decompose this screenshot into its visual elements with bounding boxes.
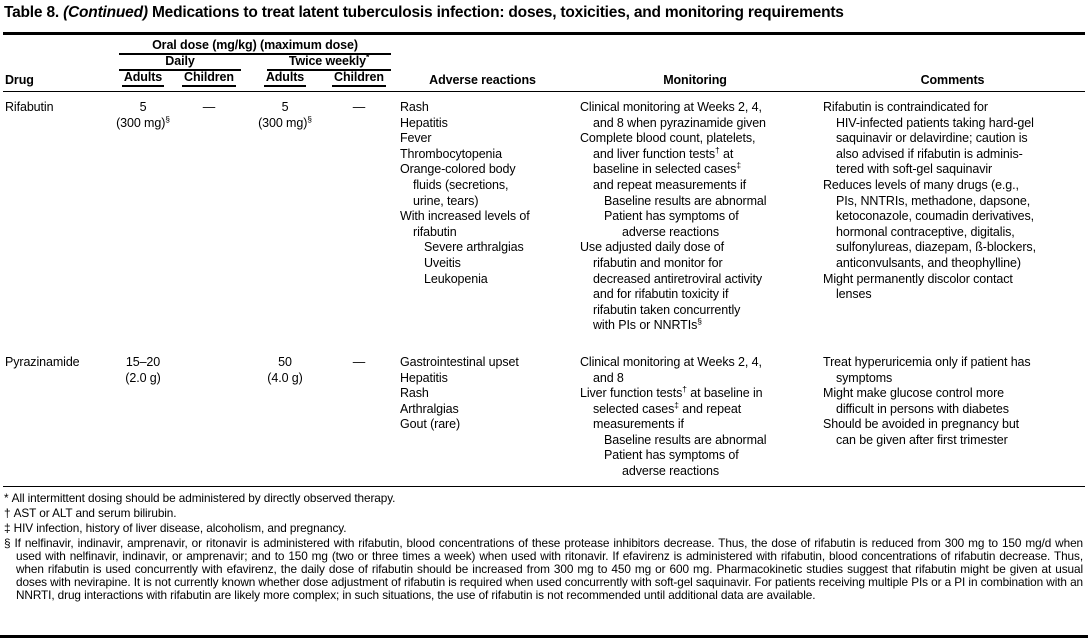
footnote-marker: ‡: [4, 520, 11, 535]
cell-adverse-reactions: [395, 355, 570, 480]
text-line: Might permanently discolor contact: [823, 271, 1013, 286]
text-line: and repeat measurements if: [593, 177, 747, 192]
dose-value-line: 15–20: [125, 354, 161, 369]
text-line: Rash: [400, 386, 429, 401]
column-header-monitoring: Monitoring: [663, 72, 727, 87]
footnote: [4, 492, 1083, 505]
text-line: and liver function tests† at: [593, 144, 734, 161]
text-line: Clinical monitoring at Weeks 2, 4,: [580, 354, 762, 369]
text-line: Should be avoided in pregnancy but: [823, 417, 1020, 432]
footnote-text: HIV infection, history of liver disease, alcoholism, and pregnancy.: [10, 520, 347, 535]
text-line: urine, tears): [413, 193, 479, 208]
text-line: tered with soft-gel saquinavir: [836, 162, 993, 177]
footnote-marker: †: [4, 505, 11, 520]
text-line: anticonvulsants, and theophylline): [836, 255, 1021, 270]
header-children-label: Children: [332, 70, 386, 87]
header-adults-label: Adults: [264, 70, 306, 87]
dose-value-line: —: [352, 100, 366, 114]
column-header-daily-adults: [115, 70, 171, 87]
table-header: [3, 35, 1085, 91]
footnote: [4, 522, 1083, 535]
dose-value-line: 5: [281, 100, 289, 114]
cell-twice-weekly-adults-dose: [247, 100, 323, 334]
footnotes: [3, 487, 1085, 602]
text-line: Might make glucose control more: [823, 386, 1005, 401]
cell-monitoring: [570, 355, 820, 480]
text-line: Fever: [400, 131, 432, 146]
cell-drug-name: Rifabutin: [5, 100, 54, 114]
cell-twice-weekly-adults-dose: [247, 355, 323, 480]
dose-value-line: (2.0 g): [125, 370, 161, 385]
cell-adverse-reactions: [395, 100, 570, 334]
footnote-text: If nelfinavir, indinavir, amprenavir, or ritonavir is administered with rifabutin, blood concentrations of these protease inhibitors decrease. Thus, the dose of rifabutin is reduced from 300 mg to 150 mg/d when used with nelfinavir, indinavir, or amprenavir; and to 150 mg (two or three times a week) when used with ritonavir. If efavirenz is administered with rifabutin, blood concentrations of rifabutin decrease. Thus, when rifabutin is used concurrently with efavirenz, the daily dose of rifabutin should be increased from 300 mg to 450 mg or 600 mg. Pharmacokinetic studies suggest that rifabutin might be given at usual doses with nevirapine. It is not currently known whether dose adjustment of rifabutin is required when used concurrently with soft-gel saquinavir. For patients receiving multiple PIs or a PI in combination with an NNRTI, drug interactions with rifabutin are likely more complex; in such situations, the use of rifabutin is not recommended until additional data are available.: [10, 535, 1083, 602]
dose-value-line: 50: [278, 354, 292, 369]
text-line: measurements if: [593, 417, 684, 432]
text-line: difficult in persons with diabetes: [836, 401, 1009, 416]
text-line: sulfonylureas, diazepam, ß-blockers,: [836, 240, 1036, 255]
table-continued-label: (Continued): [63, 4, 148, 21]
text-line: and 8 when pyrazinamide given: [593, 115, 766, 130]
text-line: Clinical monitoring at Weeks 2, 4,: [580, 100, 762, 114]
cell-twice-weekly-children-dose: [323, 355, 395, 480]
text-line: also advised if rifabutin is adminis-: [836, 146, 1023, 161]
table-body: [3, 92, 1085, 486]
text-line: and for rifabutin toxicity if: [593, 287, 729, 302]
text-line: selected cases‡ and repeat: [593, 399, 742, 416]
text-line: symptoms: [836, 370, 893, 385]
text-line: baseline in selected cases‡: [593, 160, 741, 177]
text-line: adverse reactions: [622, 224, 719, 239]
text-line: adverse reactions: [622, 464, 719, 479]
text-line: decreased antiretroviral activity: [593, 271, 762, 286]
text-line: ketoconazole, coumadin derivatives,: [836, 209, 1035, 224]
footnote-text: All intermittent dosing should be administered by directly observed therapy.: [8, 490, 396, 505]
text-line: Complete blood count, platelets,: [580, 131, 756, 146]
column-header-twice-weekly: Twice weekly*: [267, 54, 391, 71]
table-title: [3, 2, 1085, 32]
text-line: Orange-colored body: [400, 162, 516, 177]
cell-twice-weekly-children-dose: [323, 100, 395, 334]
text-line: rifabutin: [413, 224, 457, 239]
cell-daily-children-dose: [171, 355, 247, 480]
header-adults-label: Adults: [122, 70, 164, 87]
text-line: with PIs or NNRTIs§: [593, 316, 702, 333]
header-children-label: Children: [182, 70, 236, 87]
text-line: Arthralgias: [400, 401, 459, 416]
footnote-marker: *: [4, 490, 9, 505]
dose-value-line: (4.0 g): [267, 370, 303, 385]
dose-value-line: (300 mg)§: [258, 113, 312, 130]
text-line: Hepatitis: [400, 115, 448, 130]
column-header-comments: Comments: [920, 72, 985, 87]
text-line: Uveitis: [424, 255, 461, 270]
table-number: Table 8.: [4, 4, 59, 21]
column-header-daily-children: [171, 70, 247, 87]
dose-value-line: 5: [139, 100, 147, 114]
footnote-marker: §: [4, 535, 11, 550]
text-line: Severe arthralgias: [424, 240, 524, 255]
dose-value-line: —: [202, 100, 216, 114]
text-line: With increased levels of: [400, 209, 530, 224]
text-line: Gout (rare): [400, 417, 461, 432]
column-header-twice-adults: [247, 70, 323, 87]
table-row: [3, 100, 1085, 334]
column-header-adverse-reactions: Adverse reactions: [429, 72, 536, 87]
cell-daily-adults-dose: [115, 100, 171, 334]
footnote-text: AST or ALT and serum bilirubin.: [10, 505, 177, 520]
text-line: lenses: [836, 287, 872, 302]
footnote: [4, 537, 1083, 602]
cell-comments: [820, 355, 1085, 480]
text-line: rifabutin taken concurrently: [593, 302, 741, 317]
text-line: Reduces levels of many drugs (e.g.,: [823, 177, 1019, 192]
text-line: Hepatitis: [400, 370, 448, 385]
footnote: [4, 507, 1083, 520]
text-line: Leukopenia: [424, 271, 488, 286]
column-header-daily: Daily: [119, 54, 241, 71]
text-line: rifabutin and monitor for: [593, 255, 723, 270]
column-header-drug: Drug: [5, 72, 34, 87]
cell-daily-children-dose: [171, 100, 247, 334]
text-line: Patient has symptoms of: [604, 209, 739, 224]
table-row: [3, 355, 1085, 480]
text-line: Patient has symptoms of: [604, 448, 739, 463]
dose-value-line: —: [352, 354, 366, 369]
cell-daily-adults-dose: [115, 355, 171, 480]
column-header-twice-children: [323, 70, 395, 87]
cell-monitoring: [570, 100, 820, 334]
text-line: and 8: [593, 370, 624, 385]
text-line: Baseline results are abnormal: [604, 193, 767, 208]
text-line: fluids (secretions,: [413, 177, 509, 192]
text-line: Gastrointestinal upset: [400, 354, 519, 369]
text-line: Thrombocytopenia: [400, 146, 502, 161]
dose-value-line: (300 mg)§: [116, 113, 170, 130]
table-title-text: Medications to treat latent tuberculosis infection: doses, toxicities, and monitoring requirements: [151, 4, 844, 21]
text-line: Treat hyperuricemia only if patient has: [823, 354, 1031, 369]
column-header-oral-dose-group: Oral dose (mg/kg) (maximum dose): [119, 38, 391, 55]
cell-comments: [820, 100, 1085, 334]
text-line: saquinavir or delavirdine; caution is: [836, 131, 1028, 146]
text-line: hormonal contraceptive, digitalis,: [836, 224, 1015, 239]
text-line: PIs, NNTRIs, methadone, dapsone,: [836, 193, 1031, 208]
text-line: can be given after first trimester: [836, 432, 1008, 447]
text-line: Rash: [400, 100, 429, 114]
text-line: Baseline results are abnormal: [604, 432, 767, 447]
text-line: Liver function tests† at baseline in: [580, 383, 763, 401]
cell-drug-name: Pyrazinamide: [5, 354, 80, 369]
text-line: Use adjusted daily dose of: [580, 240, 725, 255]
text-line: HIV-infected patients taking hard-gel: [836, 115, 1034, 130]
text-line: Rifabutin is contraindicated for: [823, 100, 988, 114]
